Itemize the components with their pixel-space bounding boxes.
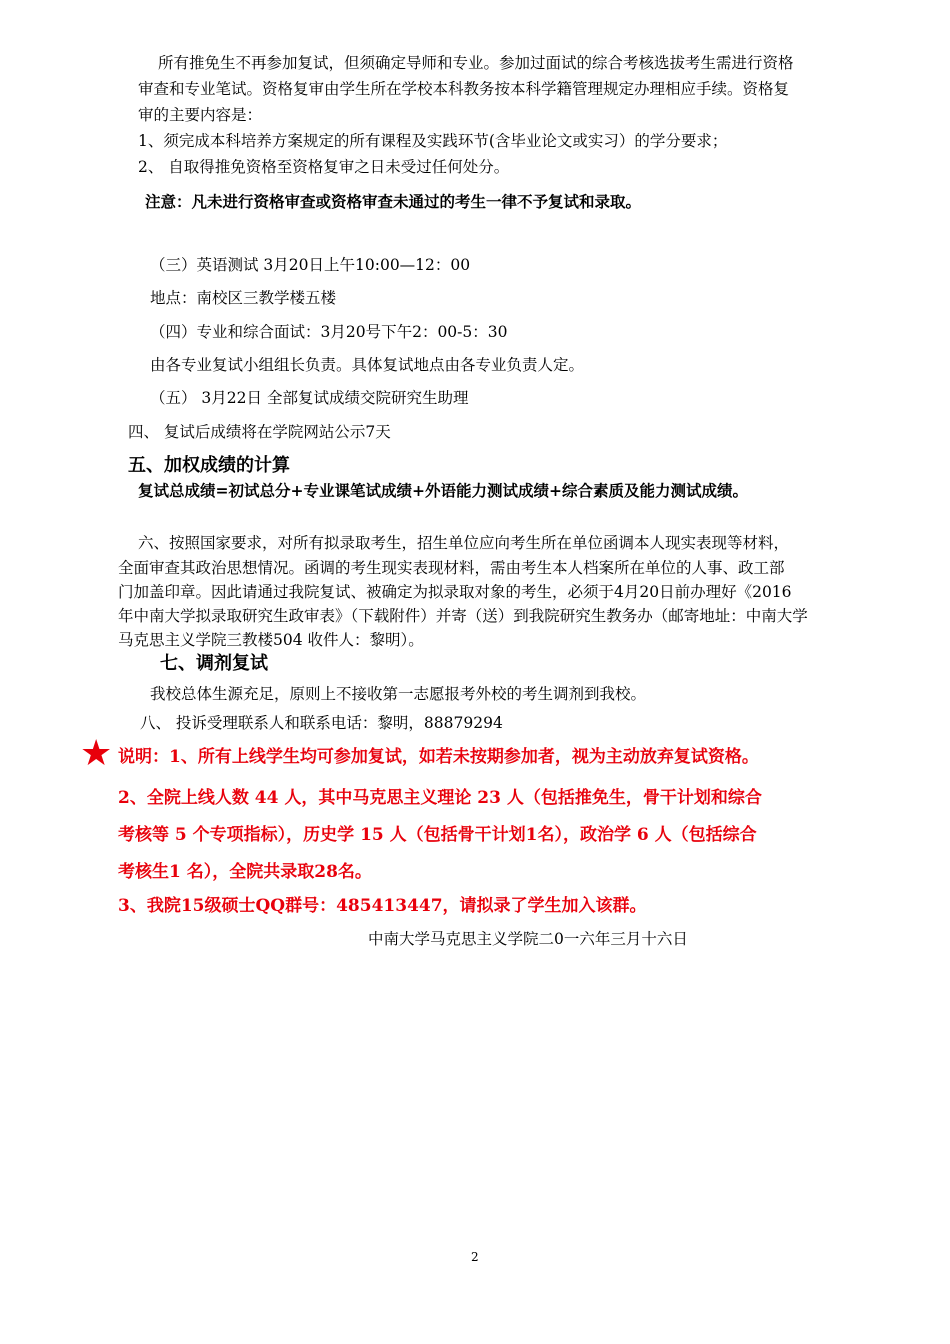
- note-line: 考核生1 名），全院共录取28名。: [118, 862, 372, 882]
- text-line: 所有推免生不再参加复试，但须确定导师和专业。参加过面试的综合考核选拔考生需进行资格: [158, 54, 794, 72]
- note-line: 说明：1、所有上线学生均可参加复试，如若未按期参加者，视为主动放弃复试资格。: [118, 747, 759, 767]
- text-line: 地点：南校区三教学楼五楼: [150, 289, 337, 307]
- text-line: 年中南大学拟录取研究生政审表》（下载附件）并寄（送）到我院研究生教务办（邮寄地址：中南大学: [118, 607, 808, 625]
- formula-line: 复试总成绩=初试总分+专业课笔试成绩+外语能力测试成绩+综合素质及能力测试成绩。: [138, 481, 748, 500]
- text-line: 全面审查其政治思想情况。函调的考生现实表现材料，需由考生本人档案所在单位的人事、政工部: [118, 559, 785, 577]
- text-line: 六、按照国家要求，对所有拟录取考生，招生单位应向考生所在单位函调本人现实表现等材料，: [138, 534, 790, 552]
- note-line: 3、我院15级硕士QQ群号：485413447，请拟录了学生加入该群。: [118, 896, 647, 916]
- text-line: 审查和专业笔试。资格复审由学生所在学校本科教务按本科学籍管理规定办理相应手续。资格复: [138, 80, 790, 98]
- text-line: 四、 复试后成绩将在学院网站公示7天: [128, 423, 391, 441]
- page-number: 2: [471, 1250, 479, 1264]
- note-line: 考核等 5 个专项指标），历史学 15 人（包括骨干计划1名），政治学 6 人（包括综合: [118, 825, 757, 845]
- section-heading: 七、调剂复试: [160, 653, 268, 674]
- text-line: （四）专业和综合面试：3月20号下午2：00-5：30: [150, 323, 508, 341]
- text-line: 门加盖印章。因此请通过我院复试、被确定为拟录取对象的考生，必须于4月20日前办理好《2016: [118, 583, 792, 601]
- text-line: 审的主要内容是：: [138, 106, 263, 124]
- notice-line: 注意：凡未进行资格审查或资格审查未通过的考生一律不予复试和录取。: [145, 192, 642, 211]
- text-line: 由各专业复试小组组长负责。具体复试地点由各专业负责人定。: [150, 356, 585, 374]
- signature-line: 中南大学马克思主义学院二0一六年三月十六日: [368, 930, 688, 948]
- text-line: 1、须完成本科培养方案规定的所有课程及实践环节(含毕业论文或实习）的学分要求；: [138, 132, 728, 150]
- note-line: 2、全院上线人数 44 人，其中马克思主义理论 23 人（包括推免生，骨干计划和综合: [118, 788, 762, 808]
- text-line: 2、 自取得推免资格至资格复审之日未受过任何处分。: [138, 158, 510, 176]
- contact-line: 八、 投诉受理联系人和联系电话：黎明，88879294: [140, 714, 503, 732]
- text-line: 我校总体生源充足，原则上不接收第一志愿报考外校的考生调剂到我校。: [150, 685, 647, 703]
- text-line: （三）英语测试 3月20日上午10:00—12：00: [150, 256, 471, 274]
- text-line: （五） 3月22日 全部复试成绩交院研究生助理: [150, 389, 469, 407]
- star-icon: ★: [80, 733, 113, 774]
- text-line: 马克思主义学院三教楼504 收件人：黎明）。: [118, 631, 424, 649]
- section-heading: 五、加权成绩的计算: [128, 455, 290, 476]
